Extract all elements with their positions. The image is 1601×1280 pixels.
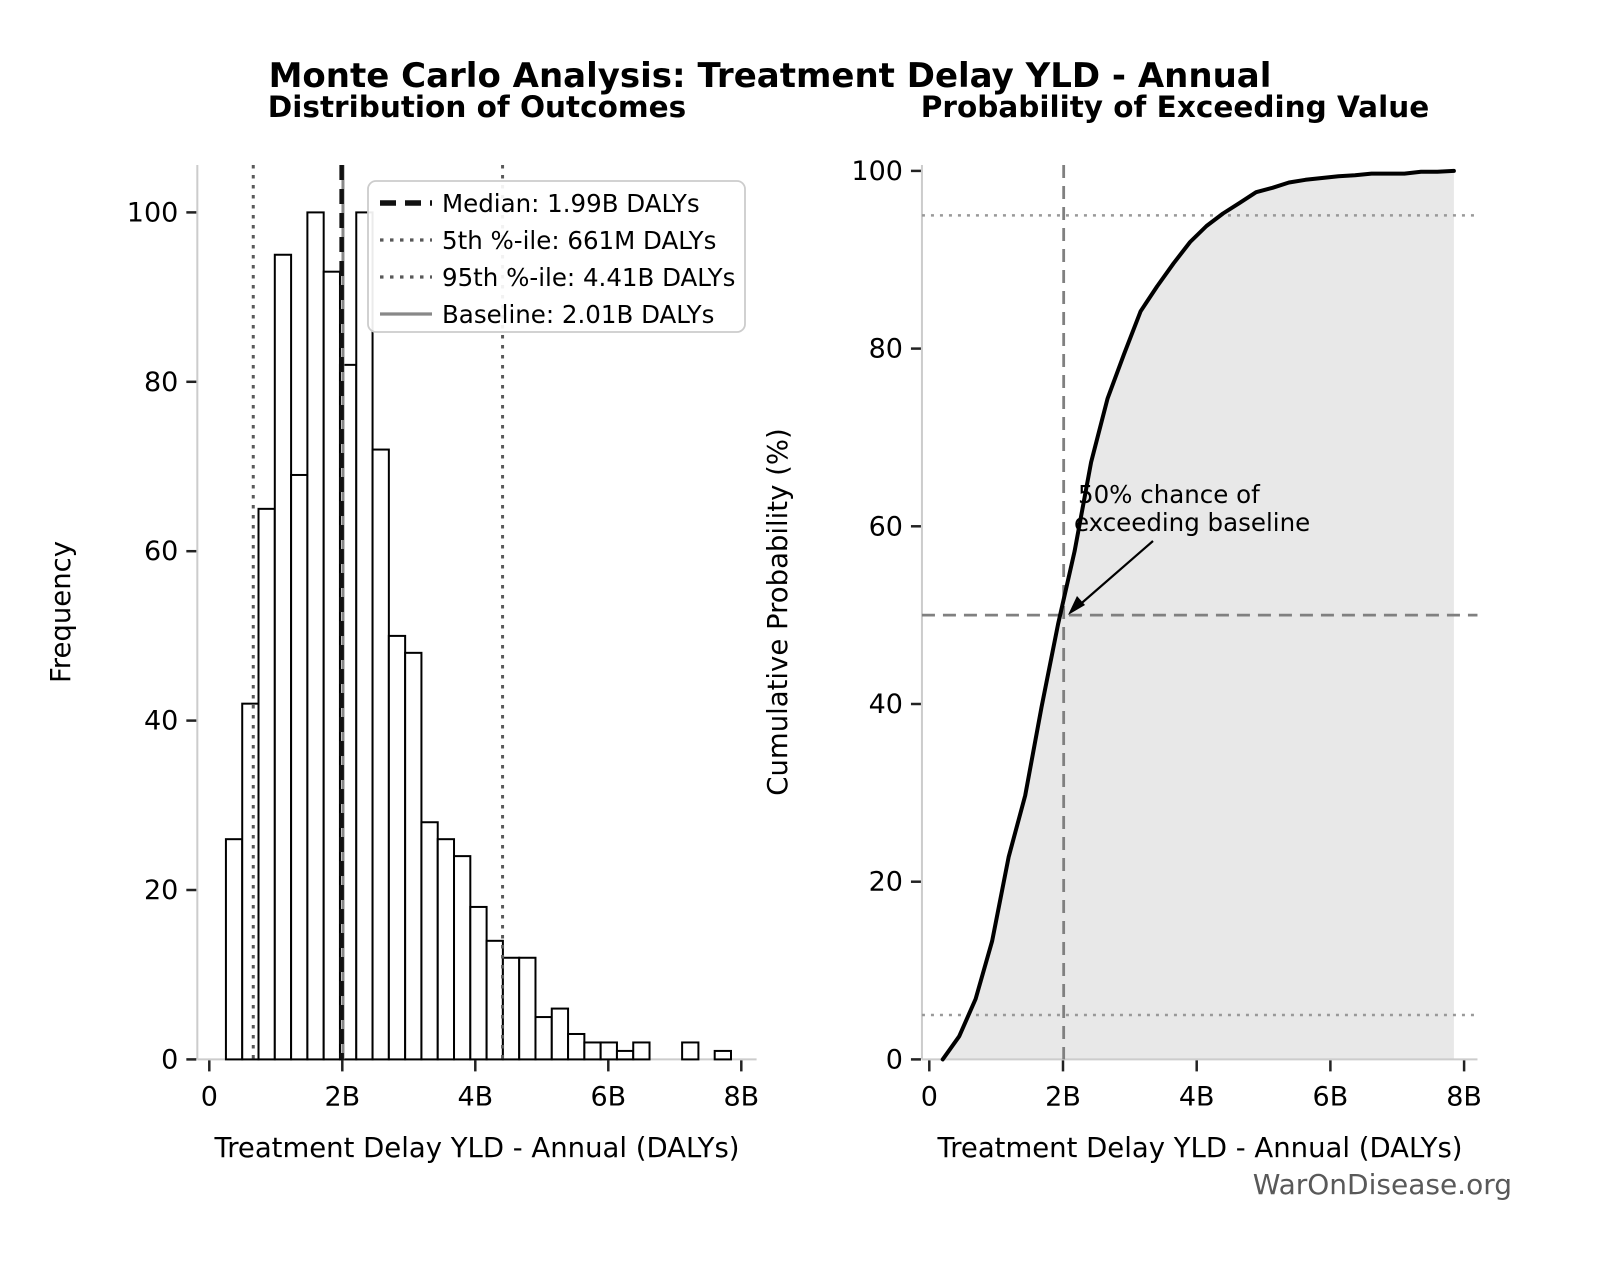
histogram-bar [454, 856, 470, 1059]
x-tick-label: 4B [1178, 1081, 1215, 1113]
y-tick-label: 80 [868, 333, 903, 365]
annotation-line-1: 50% chance of [1078, 480, 1260, 509]
y-tick-label: 40 [868, 689, 903, 720]
x-tick-label: 0 [920, 1081, 938, 1113]
left-xaxis-label: Treatment Delay YLD - Annual (DALYs) [214, 1132, 740, 1164]
histogram-bar [503, 958, 519, 1060]
histogram-bar [601, 1042, 617, 1059]
figure-title: Monte Carlo Analysis: Treatment Delay YLD - Annual [268, 56, 1272, 96]
histogram-bar [405, 653, 421, 1060]
histogram-bar [715, 1051, 731, 1059]
right-subplot-title: Probability of Exceeding Value [920, 90, 1430, 124]
histogram-bar [275, 255, 291, 1060]
y-tick-label: 80 [143, 366, 179, 398]
legend-label: Baseline: 2.01B DALYs [442, 300, 715, 329]
histogram-bar [438, 839, 454, 1059]
right-yaxis-label: Cumulative Probability (%) [762, 428, 794, 796]
histogram-bar [389, 636, 405, 1060]
histogram-bar [421, 822, 437, 1059]
y-tick-label: 60 [868, 511, 903, 543]
histogram-bar [373, 450, 389, 1060]
histogram-bar [259, 509, 275, 1060]
histogram-bar [307, 212, 323, 1059]
y-tick-label: 40 [143, 705, 179, 737]
histogram-bar [519, 958, 535, 1060]
left-subplot-title: Distribution of Outcomes [267, 90, 687, 124]
histogram-bar [324, 272, 340, 1060]
legend-label: 5th %-ile: 661M DALYs [442, 226, 717, 255]
histogram-bar [291, 475, 307, 1059]
y-tick-label: 100 [851, 155, 903, 187]
x-tick-label: 0 [200, 1081, 218, 1113]
x-tick-label: 6B [1312, 1081, 1349, 1113]
histogram-bar [584, 1042, 600, 1059]
left-yaxis-label: Frequency [45, 540, 77, 684]
legend-label: 95th %-ile: 4.41B DALYs [442, 263, 736, 292]
x-tick-label: 2B [324, 1081, 361, 1113]
histogram-bar [226, 839, 242, 1059]
y-tick-label: 0 [161, 1044, 179, 1076]
x-tick-label: 8B [723, 1081, 760, 1113]
legend [368, 181, 745, 332]
y-tick-label: 100 [126, 197, 179, 229]
annotation-line-2: exceeding baseline [1074, 508, 1311, 537]
histogram-bar [633, 1042, 649, 1059]
histogram-bar [470, 907, 486, 1059]
legend-label: Median: 1.99B DALYs [442, 189, 700, 218]
histogram-bar [568, 1034, 584, 1059]
y-tick-label: 20 [868, 866, 903, 898]
histogram-bar [552, 1009, 568, 1060]
footer-watermark: WarOnDisease.org [1252, 1168, 1512, 1201]
histogram-bar [356, 212, 372, 1059]
x-tick-label: 2B [1045, 1081, 1081, 1113]
x-tick-label: 6B [590, 1081, 627, 1113]
histogram-bar [682, 1042, 698, 1059]
y-tick-label: 0 [885, 1044, 903, 1076]
y-tick-label: 20 [143, 875, 179, 906]
histogram-bar [617, 1051, 633, 1059]
histogram-bar [487, 941, 503, 1060]
y-tick-label: 60 [143, 536, 179, 568]
histogram-bar [535, 1017, 551, 1059]
histogram-bar [242, 704, 258, 1060]
right-xaxis-label: Treatment Delay YLD - Annual (DALYs) [937, 1132, 1463, 1164]
x-tick-label: 4B [457, 1081, 494, 1113]
x-tick-label: 8B [1446, 1081, 1482, 1113]
